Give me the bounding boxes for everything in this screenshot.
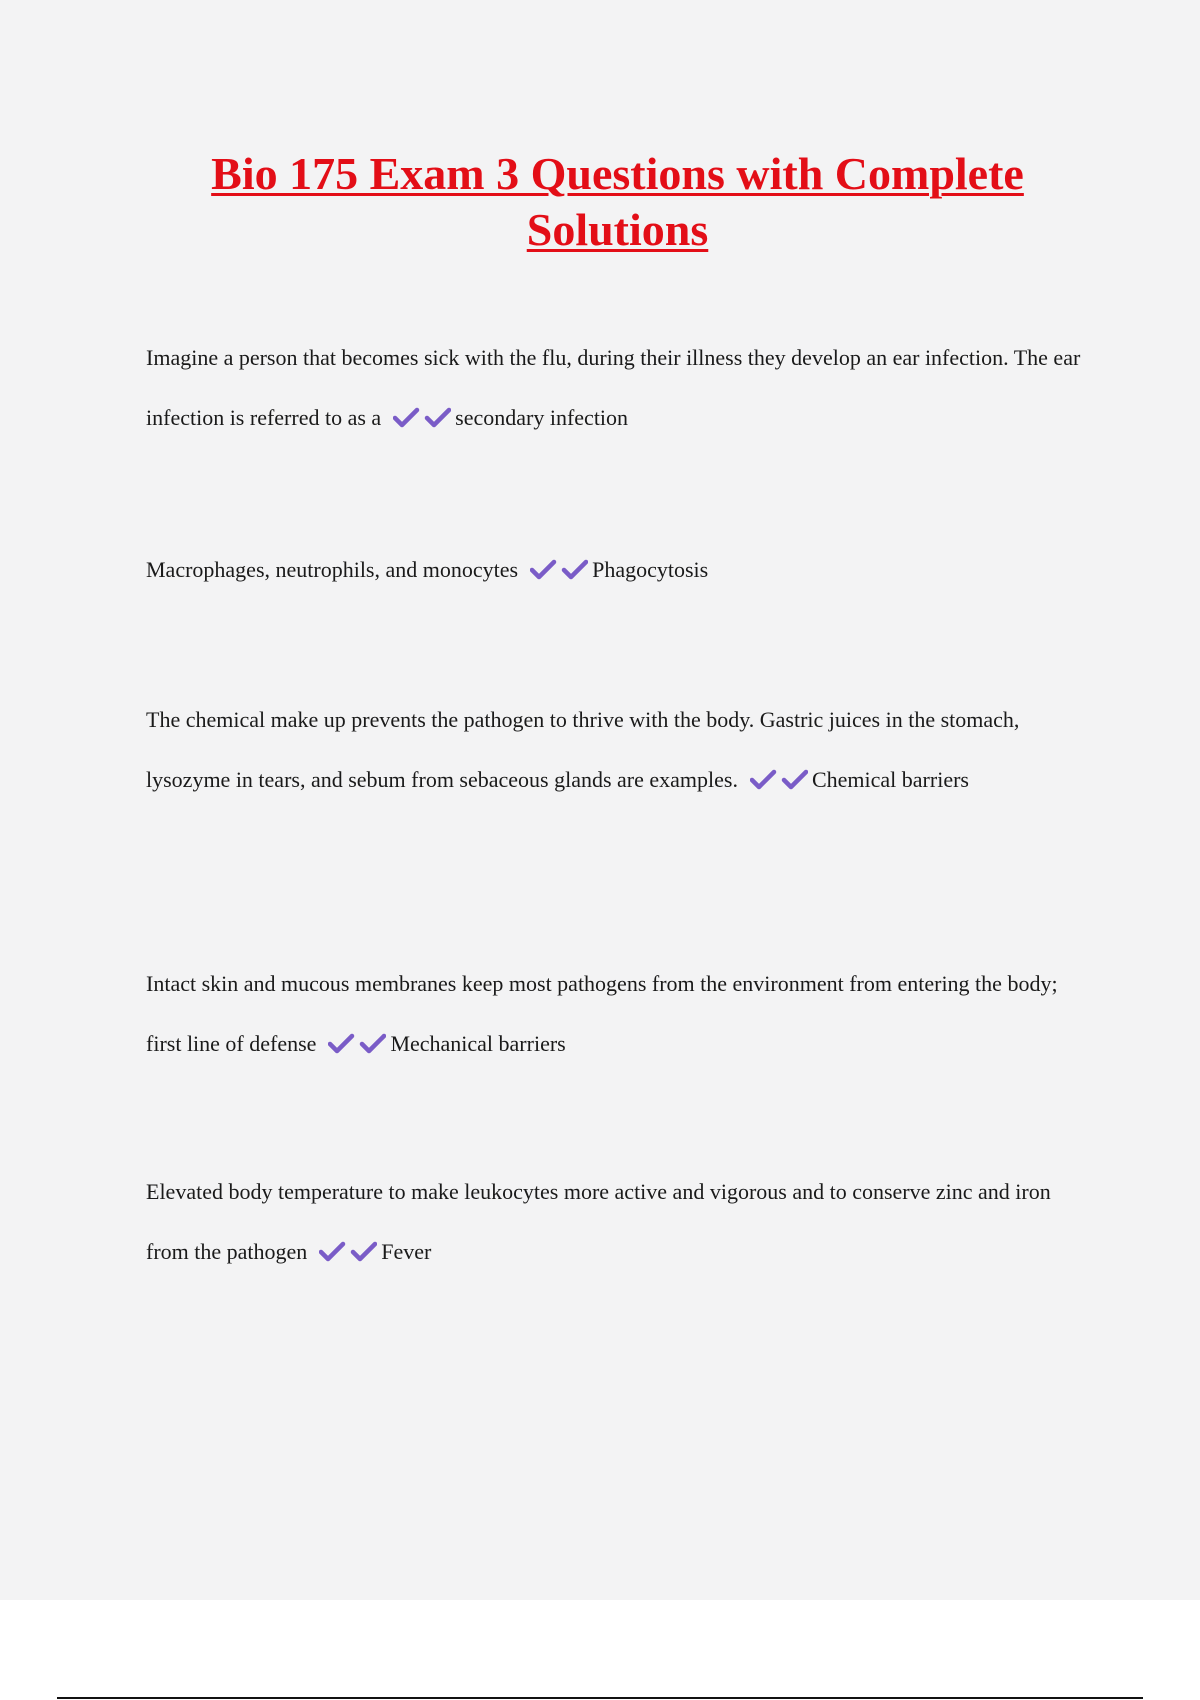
- question-text: Macrophages, neutrophils, and monocytes: [146, 557, 519, 582]
- qa-item-2: [146, 540, 1091, 600]
- document-title: Bio 175 Exam 3 Questions with Complete Solutions: [211, 148, 1024, 255]
- answer-text: Chemical barriers: [811, 767, 969, 792]
- question-text: Imagine a person that becomes sick with the flu, during their illness they develop an ear infection. The ear infection is referred to as a: [146, 345, 1081, 430]
- double-check-icon: [328, 1033, 386, 1055]
- question-text: Intact skin and mucous membranes keep most pathogens from the environment from entering the body; first line of defense: [146, 971, 1058, 1056]
- answer-text: Mechanical barriers: [390, 1031, 566, 1056]
- qa-item-3: [146, 690, 1091, 810]
- double-check-icon: [319, 1241, 377, 1263]
- question-text: The chemical make up prevents the pathogen to thrive with the body. Gastric juices in the stomach, lysozyme in tears, and sebum from sebaceous glands are examples.: [146, 707, 1020, 792]
- qa-item-4: [146, 954, 1091, 1074]
- double-check-icon: [393, 407, 451, 429]
- double-check-icon: [750, 769, 808, 791]
- footer-divider: [57, 1697, 1143, 1699]
- qa-item-1: [146, 328, 1091, 448]
- answer-text: secondary infection: [455, 405, 629, 430]
- double-check-icon: [530, 559, 588, 581]
- qa-item-5: [146, 1162, 1091, 1282]
- answer-text: Fever: [381, 1239, 432, 1264]
- question-text: Elevated body temperature to make leukocytes more active and vigorous and to conserve zinc and iron from the pathogen: [146, 1179, 1051, 1264]
- answer-text: Phagocytosis: [592, 557, 709, 582]
